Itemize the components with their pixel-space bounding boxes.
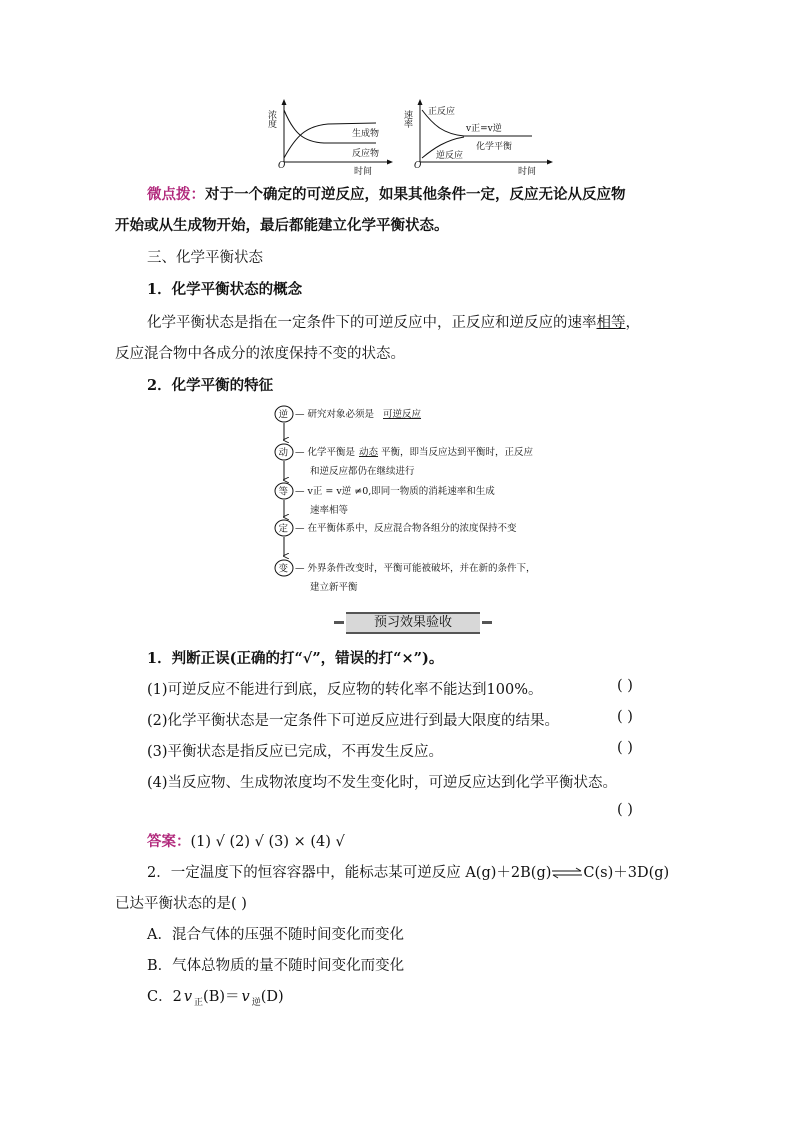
equal-rate-label: v正=v逆 — [466, 124, 502, 134]
answer-blank[interactable]: ( ) — [617, 678, 633, 694]
svg-text:平衡，即当反应达到平衡时，正反应: 平衡，即当反应达到平衡时，正反应 — [381, 447, 534, 458]
y-axis-label: 速率 — [402, 110, 412, 128]
origin-label: O — [414, 161, 422, 171]
y-axis-label: 浓度 — [266, 110, 276, 128]
definition-line-1: 化学平衡状态是指在一定条件下的可逆反应中，正反应和逆反应的速率相等， — [147, 315, 640, 331]
q1-item-1: (1)可逆反应不能进行到底，反应物的转化率不能达到100%。 — [147, 682, 543, 698]
tip-line-1: 微点拨：对于一个确定的可逆反应，如果其他条件一定，反应无论从反应物 — [147, 186, 626, 203]
key-term-equal: 相等 — [596, 315, 626, 331]
svg-text:— 化学平衡是: — 化学平衡是 — [295, 447, 356, 458]
equilibrium-label: 化学平衡 — [476, 142, 513, 152]
definition-line-2: 反应混合物中各成分的浓度保持不变的状态。 — [115, 346, 405, 362]
section-title: 三、化学平衡状态 — [147, 250, 263, 266]
q1-item-4: (4)当反应物、生成物浓度均不发生变化时，可逆反应达到化学平衡状态。 — [147, 775, 618, 791]
forward-label: 正反应 — [428, 107, 456, 117]
q1-item-2: (2)化学平衡状态是一定条件下可逆反应进行到最大限度的结果。 — [147, 713, 560, 729]
svg-text:和逆反应都仍在继续进行: 和逆反应都仍在继续进行 — [310, 466, 415, 477]
origin-label: O — [278, 161, 286, 171]
svg-text:速率相等: 速率相等 — [310, 505, 349, 516]
answer-label: 答案： — [147, 833, 191, 850]
svg-text:变: 变 — [278, 563, 289, 575]
feature-node-dong — [275, 444, 534, 477]
rate-time-graph — [404, 96, 554, 176]
svg-text:建立新平衡: 建立新平衡 — [310, 582, 358, 593]
q1-item-3: (3)平衡状态是指反应已完成，不再发生反应。 — [147, 744, 444, 760]
svg-text:定: 定 — [278, 523, 289, 535]
product-label: 生成物 — [352, 129, 380, 139]
feature-node-ding — [275, 520, 517, 536]
svg-text:— 在平衡体系中，反应混合物各组分的浓度保持不变: — 在平衡体系中，反应混合物各组分的浓度保持不变 — [295, 523, 517, 534]
svg-text:动态: 动态 — [359, 447, 379, 458]
answer-blank[interactable]: ( ) — [617, 709, 633, 725]
svg-text:— 研究对象必须是: — 研究对象必须是 — [295, 409, 375, 420]
answer-text: (1) √ (2) √ (3) × (4) √ — [190, 834, 345, 850]
feature-node-ni — [275, 406, 422, 422]
svg-text:— v正 = v逆 ≠0,即同一物质的消耗速率和生成: — v正 = v逆 ≠0,即同一物质的消耗速率和生成 — [295, 486, 495, 497]
svg-text:等: 等 — [278, 486, 289, 498]
feature-node-deng — [275, 483, 495, 516]
equilibrium-features-diagram — [270, 402, 570, 594]
reversible-arrow-icon — [551, 867, 583, 879]
x-axis-label: 时间 — [354, 167, 373, 177]
tip-line-2: 开始或从生成物开始，最后都能建立化学平衡状态。 — [115, 217, 449, 234]
svg-text:— 外界条件改变时，平衡可能被破坏，并在新的条件下，: — 外界条件改变时，平衡可能被破坏，并在新的条件下， — [295, 563, 536, 574]
option-a[interactable]: A．混合气体的压强不随时间变化而变化 — [147, 927, 404, 943]
answer-blank[interactable]: ( ) — [617, 740, 633, 756]
tip-prefix: 微点拨： — [147, 186, 205, 203]
feature-node-bian — [275, 560, 536, 593]
subsection-2-title: 2．化学平衡的特征 — [147, 377, 274, 394]
q1-answer — [147, 830, 345, 851]
question-1-stem: 1．判断正误(正确的打“√”，错误的打“×”)。 — [147, 650, 444, 667]
subsection-1-title: 1．化学平衡状态的概念 — [147, 281, 303, 298]
question-2-stem-line-2: 已达平衡状态的是( ) — [115, 896, 247, 912]
answer-blank[interactable]: ( ) — [617, 802, 633, 818]
section-banner: 预习效果验收 — [346, 612, 480, 634]
option-b[interactable]: B．气体总物质的量不随时间变化而变化 — [147, 958, 405, 974]
svg-text:可逆反应: 可逆反应 — [383, 409, 422, 420]
reverse-label: 逆反应 — [436, 151, 464, 161]
svg-text:逆: 逆 — [278, 409, 289, 421]
svg-text:动: 动 — [278, 447, 289, 459]
question-2-stem-line-1: 2．一定温度下的恒容容器中，能标志某可逆反应 A(g)＋2B(g) C(s)＋3D(g) — [147, 865, 670, 881]
option-c[interactable]: C．2 v $_正$(B)＝ v $_逆$(D) — [147, 989, 284, 1008]
x-axis-label: 时间 — [518, 167, 537, 177]
reactant-label: 反应物 — [352, 149, 380, 159]
concentration-time-graph — [268, 96, 394, 176]
